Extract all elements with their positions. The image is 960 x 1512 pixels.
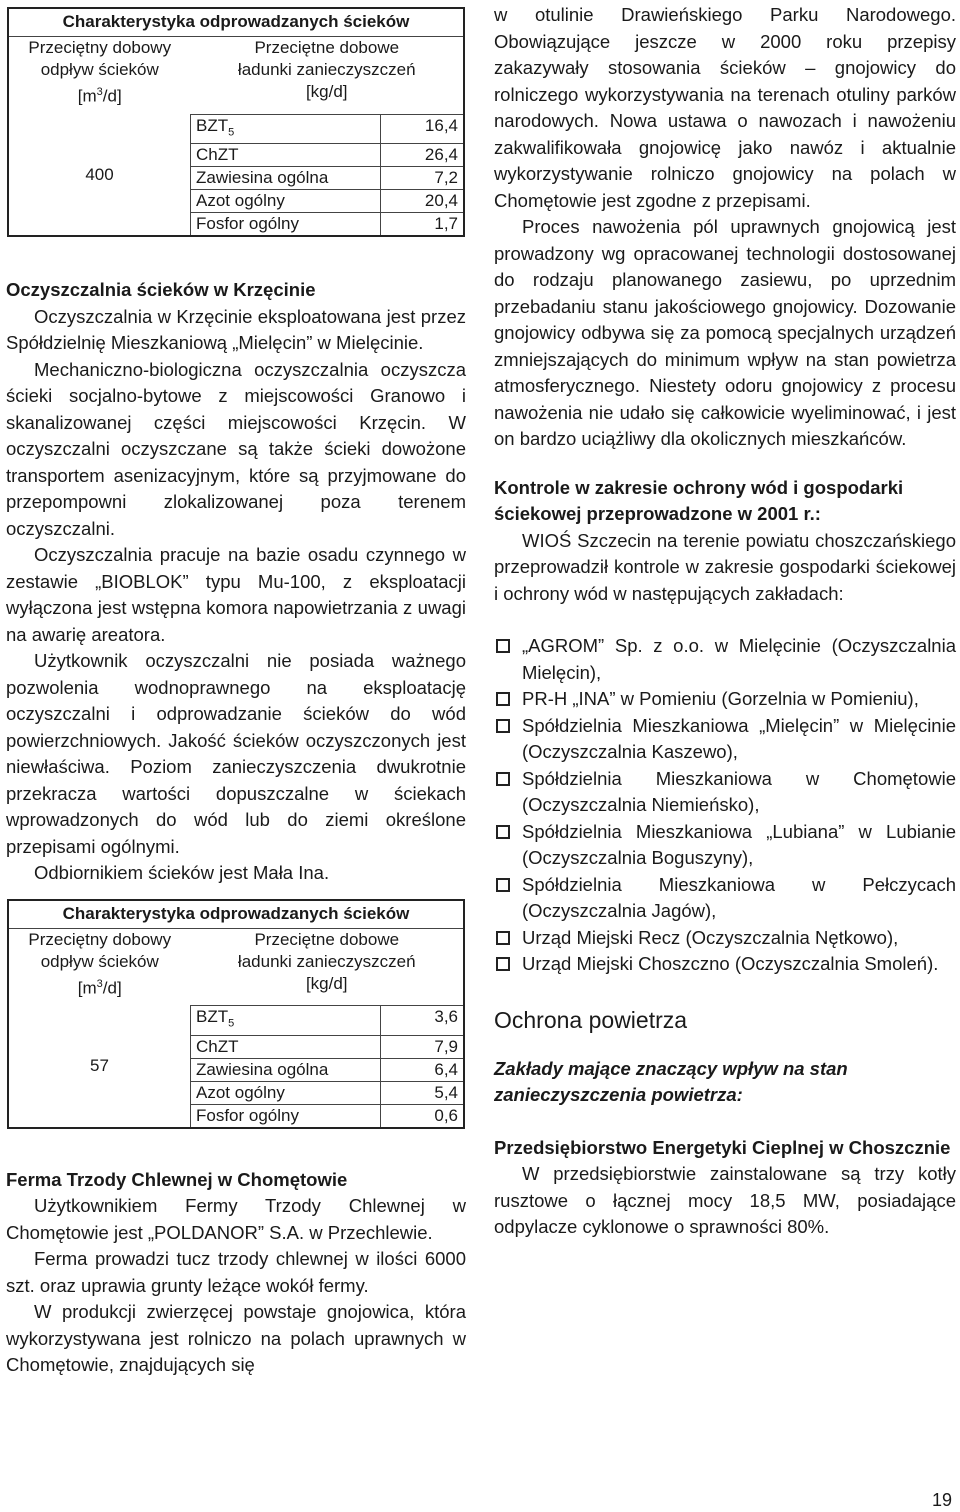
list-item: Urząd Miejski Recz (Oczyszczalnia Nętkowo), bbox=[494, 925, 956, 952]
paragraph: Ferma prowadzi tucz trzody chlewnej w ilości 6000 szt. oraz uprawia grunty leżące wokół fermy. bbox=[6, 1248, 466, 1296]
col-header-loads: Przeciętne dobowe ładunki zanieczyszczeń [kg/d] bbox=[237, 929, 416, 993]
paragraph: Odbiornikiem ścieków jest Mała Ina. bbox=[34, 862, 330, 884]
paragraph: Proces nawożenia pól uprawnych gnojowicą jest prowadzony wg opracowanej technologii dostosowanej do rodzaju planowanego zasiewu, po uprzednim przebadaniu stanu jakościowego gnojowicy. Dozowanie gnojowicy odbywa się za pomocą specjalnych urządzeń zmniejszających do minimum wpływ na stan powietrza atmosferycznego. Niestety odoru gnojowicy z procesu nawożenia nie udało się całkowicie wyeliminować, i jest on bardzo uciążliwy dla okolicznych mieszkańców. bbox=[494, 216, 956, 449]
list-item: Spółdzielnia Mieszkaniowa w Pełczycach (Oczyszczalnia Jagów), bbox=[494, 872, 956, 925]
subsection-heading-zaklady: Zakłady mające znaczący wpływ na stan zanieczyszczenia powietrza: bbox=[494, 1057, 848, 1105]
paragraph: Oczyszczalnia w Krzęcinie eksploatowana jest przez Spółdzielnię Mieszkaniową „Mielęcin” w Mielęcinie. bbox=[6, 305, 466, 354]
paragraph: W produkcji zwierzęcej powstaje gnojowica, która wykorzystywana jest rolniczo na polach uprawnych w Chomętowie, znajdujących się bbox=[6, 1301, 466, 1376]
flow-value: 57 bbox=[90, 1056, 109, 1076]
list-item: Urząd Miejski Choszczno (Oczyszczalnia Smoleń). bbox=[494, 951, 956, 978]
subsection-heading-pec: Przedsiębiorstwo Energetyki Cieplnej w Choszcznie bbox=[494, 1136, 951, 1158]
param-name: ChZT bbox=[191, 144, 381, 167]
paragraph: Mechaniczno-biologiczna oczyszczalnia oczyszcza ścieki socjalno-bytowe z miejscowości Granowo i skanalizowanej części miejscowości Krzęcin. W oczyszczalni oczyszczane są także ścieki dowożone transportem asenizacyjnym, które są przyjmowane do przepompowni zlokalizowanej poza terenem oczyszczalni. bbox=[6, 358, 466, 539]
param-name: Fosfor ogólny bbox=[191, 213, 381, 237]
table-ferma-wastewater bbox=[7, 899, 465, 1129]
checkbox-bullet-icon bbox=[496, 692, 510, 706]
checkbox-bullet-icon bbox=[496, 931, 510, 945]
col-header-loads: Przeciętne dobowe ładunki zanieczyszczeń [kg/d] bbox=[237, 38, 416, 101]
table-krzecin-wastewater bbox=[7, 7, 465, 237]
paragraph: WIOŚ Szczecin na terenie powiatu choszczańskiego przeprowadził kontrole w zakresie gospodarki ściekowej i ochrony wód w następujących zakładach: bbox=[494, 529, 956, 604]
param-name: $BZT_5$ bbox=[191, 1006, 381, 1035]
col-header-flow: Przeciętny dobowy odpływ ścieków $[m^3/d]$ bbox=[28, 929, 172, 998]
col-header-flow: Przeciętny dobowy odpływ ścieków $[m^3/d]$ bbox=[28, 38, 172, 106]
param-value: 0,6 bbox=[381, 1104, 465, 1128]
table-title: Charakterystyka odprowadzanych ścieków bbox=[8, 8, 464, 37]
checkbox-bullet-icon bbox=[496, 719, 510, 733]
section-heading-ochrona-powietrza: Ochrona powietrza bbox=[494, 1006, 688, 1033]
param-name: Zawiesina ogólna bbox=[191, 1058, 381, 1081]
param-value: 26,4 bbox=[381, 144, 465, 167]
section-heading-ferma: Ferma Trzody Chlewnej w Chomętowie bbox=[6, 1168, 348, 1190]
left-column bbox=[6, 0, 466, 1379]
right-column bbox=[494, 2, 956, 1241]
param-value: 5,4 bbox=[381, 1081, 465, 1104]
param-value: 20,4 bbox=[381, 190, 465, 213]
section-heading-kontrole: Kontrole w zakresie ochrony wód i gospodarki ściekowej przeprowadzone w 2001 r.: bbox=[494, 476, 904, 524]
paragraph: w otulinie Drawieńskiego Parku Narodowego. Obowiązujące jeszcze w 2000 roku przepisy zakazywały stosowania ścieków – gnojowicy do rolniczego wykorzystywania na terenach otuliny parków narodowych. Nowa ustawa o nawozach i nawożeniu zakwalifikowała gnojowicę jako nawóz i aktualnie wykorzystywanie rolniczo gnojowicy na polach w Chomętowie jest zgodne z przepisami. bbox=[494, 4, 956, 211]
list-item: „AGROM” Sp. z o.o. w Mielęcinie (Oczyszczalnia Mielęcin), bbox=[494, 633, 956, 686]
paragraph: W przedsiębiorstwie zainstalowane są trzy kotły rusztowe o łącznej mocy 18,5 MW, posiadające odpylacze cyklonowe o sprawności 80%. bbox=[494, 1163, 956, 1237]
paragraph: Użytkownik oczyszczalni nie posiada ważnego pozwolenia wodnoprawnego na eksploatację oczyszczalni i odprowadzanie ścieków do wód powierzchniowych. Jakość ścieków oczyszczonych jest niewłaściwa. Poziom zanieczyszczenia dwukrotnie przekracza wartości dopuszczalne w ściekach wprowadzonych do wód lub do ziemi określone przepisami ogólnymi. bbox=[6, 650, 466, 857]
paragraph: Oczyszczalnia pracuje na bazie osadu czynnego w zestawie „BIOBLOK” typu Mu-100, z eksploatacji wyłączona jest wstępna komora napowietrzania z uwagi na awarię areatora. bbox=[6, 544, 466, 645]
flow-value: 400 bbox=[85, 164, 114, 184]
inspected-plants-list bbox=[494, 633, 956, 978]
table-title: Charakterystyka odprowadzanych ścieków bbox=[8, 900, 464, 929]
page-number: 19 bbox=[931, 1490, 952, 1510]
param-value: 1,7 bbox=[381, 213, 465, 237]
paragraph: Użytkownikiem Fermy Trzody Chlewnej w Chomętowie jest „POLDANOR” S.A. w Przechlewie. bbox=[6, 1195, 466, 1243]
list-item: Spółdzielnia Mieszkaniowa w Chomętowie (Oczyszczalnia Niemieńsko), bbox=[494, 766, 956, 819]
param-name: $BZT_5$ bbox=[191, 114, 381, 143]
list-item: PR-H „INA” w Pomieniu (Gorzelnia w Pomieniu), bbox=[494, 686, 956, 713]
param-value: 7,2 bbox=[381, 167, 465, 190]
param-name: ChZT bbox=[191, 1035, 381, 1058]
checkbox-bullet-icon bbox=[496, 878, 510, 892]
list-item: Spółdzielnia Mieszkaniowa „Mielęcin” w Mielęcinie (Oczyszczalnia Kaszewo), bbox=[494, 713, 956, 766]
param-name: Zawiesina ogólna bbox=[191, 167, 381, 190]
param-value: 3,6 bbox=[381, 1006, 465, 1035]
checkbox-bullet-icon bbox=[496, 957, 510, 971]
list-item: Spółdzielnia Mieszkaniowa „Lubiana” w Lubianie (Oczyszczalnia Boguszyny), bbox=[494, 819, 956, 872]
param-value: 16,4 bbox=[381, 114, 465, 143]
param-name: Azot ogólny bbox=[191, 1081, 381, 1104]
param-name: Azot ogólny bbox=[191, 190, 381, 213]
checkbox-bullet-icon bbox=[496, 639, 510, 653]
param-name: Fosfor ogólny bbox=[191, 1104, 381, 1128]
param-value: 7,9 bbox=[381, 1035, 465, 1058]
checkbox-bullet-icon bbox=[496, 772, 510, 786]
param-value: 6,4 bbox=[381, 1058, 465, 1081]
checkbox-bullet-icon bbox=[496, 825, 510, 839]
section-heading-krzecin: Oczyszczalnia ścieków w Krzęcinie bbox=[6, 279, 316, 301]
